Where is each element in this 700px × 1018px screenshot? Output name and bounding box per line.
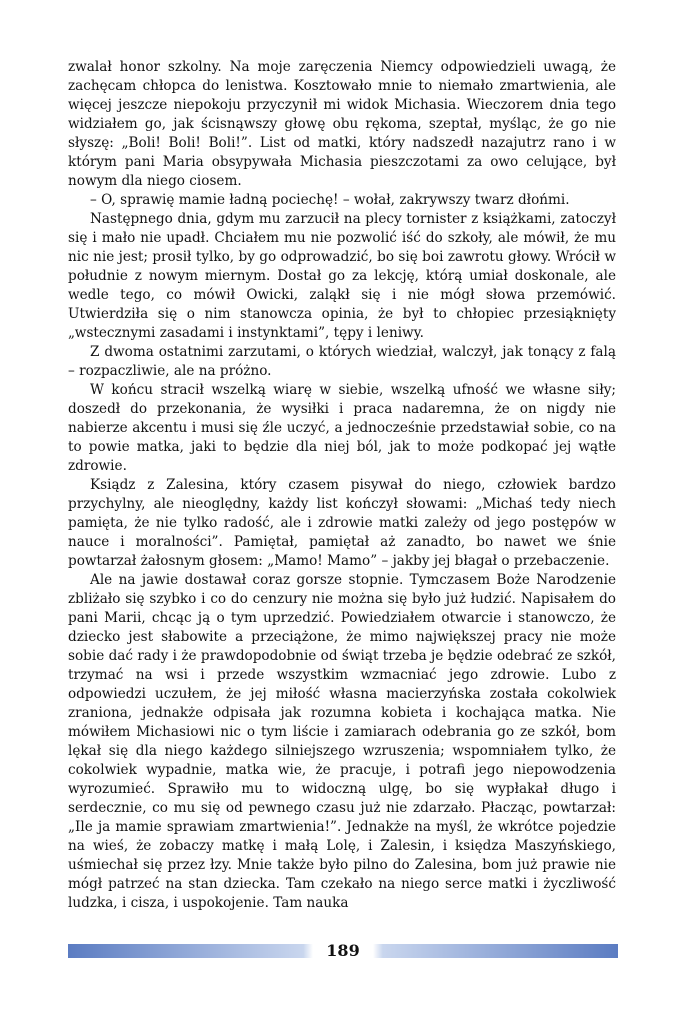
page-number: 189 (326, 941, 360, 960)
body-text (68, 58, 616, 913)
footer-bar-right (373, 944, 618, 958)
paragraph: Następnego dnia, gdym mu zarzucił na plecy tornister z książkami, zatoczył się i mało nie upadł. Chciałem mu nie pozwolić iść do szkoły, ale mówił, że mu nic nie jest; prosił tylko, by go odprowadzić, bo się boi zawrotu głowy. Wrócił w południe z nowym miernym. Dostał go za lekcję, którą umiał doskonale, ale wedle tego, co mówił Owicki, zaląkł się i nie mógł słowa przemówić. Utwierdziła się o nim stanowcza opinia, że był to chłopiec przesiąknięty „wstecznymi zasadami i instynktami”, tępy i leniwy. (68, 211, 616, 341)
paragraph: Z dwoma ostatnimi zarzutami, o których wiedział, walczył, jak tonący z falą – rozpaczliwie, ale na próżno. (68, 344, 616, 379)
page-footer (68, 941, 618, 960)
paragraph: Ksiądz z Zalesina, który czasem pisywał do niego, człowiek bardzo przychylny, ale nieoględny, każdy list kończył słowami: „Michaś tedy niech pamięta, że nie tylko radość, ale i zdrowie matki zależy od jego postępów w nauce i moralności”. Pamiętał, pamiętał aż zanadto, bo nawet we śnie powtarzał żałosnym głosem: „Mamo! Mamo” – jakby jej błagał o przebaczenie. (68, 477, 616, 569)
paragraph: Ale na jawie dostawał coraz gorsze stopnie. Tymczasem Boże Narodzenie zbliżało się szybko i co do cenzury nie można się było już łudzić. Napisałem do pani Marii, chcąc ją o tym uprzedzić. Powiedziałem otwarcie i stanowczo, że dziecko jest słabowite a przeciążone, że mimo największej pracy nie może sobie dać rady i że prawdopodobnie od świąt trzeba je będzie odebrać ze szkół, trzymać na wsi i przede wszystkim wzmacniać jego zdrowie. Lubo z odpowiedzi uczułem, że jej miłość własna macierzyńska została cokolwiek zraniona, jednakże odpisała jak rozumna kobieta i kochająca matka. Nie mówiłem Michasiowi nic o tym liście i zamiarach odebrania go ze szkół, bom lękał się dla niego każdego silniejszego wzruszenia; wspomniałem tylko, że cokolwiek wypadnie, matka wie, że pracuje, i potrafi jego niepowodzenia wyrozumieć. Sprawiło mu to widoczną ulgę, bo się wypłakał długo i serdecznie, co mu się od pewnego czasu już nie zdarzało. Płacząc, powtarzał: „Ile ja mamie sprawiam zmartwienia!”. Jednakże na myśl, że wkrótce pojedzie na wieś, że zobaczy matkę i małą Lolę, i Zalesin, i księdza Maszyńskiego, uśmiechał się przez łzy. Mnie także było pilno do Zalesina, bom już prawie nie mógł patrzeć na stan dziecka. Tam czekało na niego serce matki i życzliwość ludzka, i cisza, i uspokojenie. Tam nauka (68, 572, 616, 911)
paragraph: W końcu stracił wszelką wiarę w siebie, wszelką ufność we własne siły; doszedł do przekonania, że wysiłki i praca nadaremna, że on nigdy nie nabierze akcentu i musi się źle uczyć, a jednocześnie przedstawiał sobie, co na to powie matka, jaki to będzie dla niej ból, jak to może podkopać jej wątłe zdrowie. (68, 382, 616, 474)
paragraph: zwalał honor szkolny. Na moje zaręczenia Niemcy odpowiedzieli uwagą, że zachęcam chłopca do lenistwa. Kosztowało mnie to niemało zmartwienia, ale więcej jeszcze niepokoju przyczynił mi widok Michasia. Wieczorem dnia tego widziałem go, jak ścisnąwszy głowę obu rękoma, szeptał, myśląc, że go nie słyszę: „Boli! Boli! Boli!”. List od matki, który nadszedł nazajutrz rano i w którym pani Maria obsypywała Michasia pieszczotami za owo celujące, był nowym dla niego ciosem. (68, 59, 616, 189)
footer-bar-left (68, 944, 313, 958)
paragraph: – O, sprawię mamie ładną pociechę! – wołał, zakrywszy twarz dłońmi. (90, 192, 570, 208)
